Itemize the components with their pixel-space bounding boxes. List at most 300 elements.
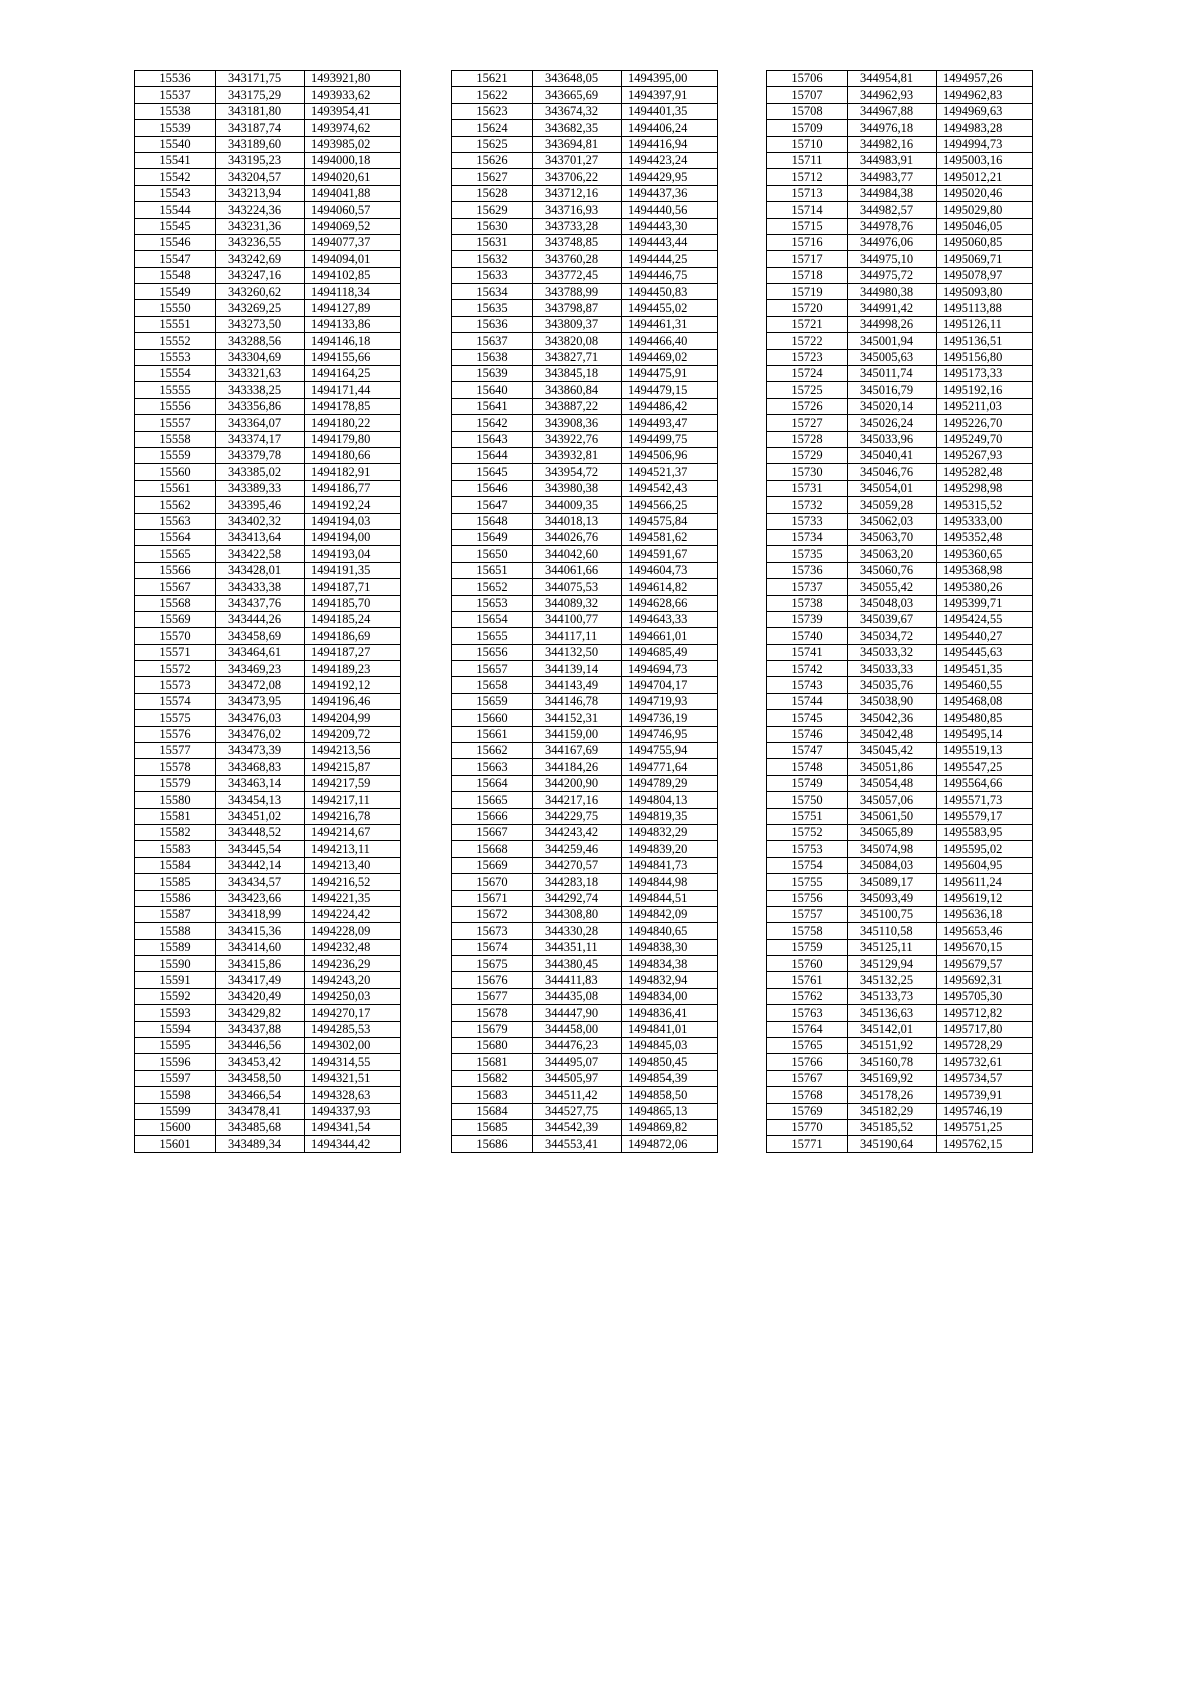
y-coordinate-cell: 1494196,46 xyxy=(305,693,401,709)
x-coordinate-cell: 343418,99 xyxy=(216,906,305,922)
x-coordinate-cell: 345033,33 xyxy=(848,661,937,677)
y-coordinate-cell: 1494232,48 xyxy=(305,939,401,955)
point-number-cell: 15547 xyxy=(135,251,216,267)
point-number-cell: 15562 xyxy=(135,497,216,513)
y-coordinate-cell: 1494337,93 xyxy=(305,1103,401,1119)
y-coordinate-cell: 1494581,62 xyxy=(622,529,718,545)
table-row xyxy=(135,1005,401,1021)
point-number-cell: 15550 xyxy=(135,300,216,316)
y-coordinate-cell: 1494321,51 xyxy=(305,1070,401,1086)
y-coordinate-cell: 1494192,12 xyxy=(305,677,401,693)
x-coordinate-cell: 343417,49 xyxy=(216,972,305,988)
y-coordinate-cell: 1493954,41 xyxy=(305,103,401,119)
point-number-cell: 15730 xyxy=(767,464,848,480)
y-coordinate-cell: 1494842,09 xyxy=(622,906,718,922)
table-row xyxy=(767,1120,1033,1136)
point-number-cell: 15590 xyxy=(135,956,216,972)
x-coordinate-cell: 344991,42 xyxy=(848,300,937,316)
table-row xyxy=(452,464,718,480)
table-row xyxy=(135,759,401,775)
x-coordinate-cell: 343887,22 xyxy=(533,398,622,414)
table-row xyxy=(452,874,718,890)
y-coordinate-cell: 1494180,22 xyxy=(305,415,401,431)
point-number-cell: 15570 xyxy=(135,628,216,644)
table-row xyxy=(767,890,1033,906)
point-number-cell: 15756 xyxy=(767,890,848,906)
point-number-cell: 15561 xyxy=(135,480,216,496)
y-coordinate-cell: 1494479,15 xyxy=(622,382,718,398)
x-coordinate-cell: 343364,07 xyxy=(216,415,305,431)
y-coordinate-cell: 1493985,02 xyxy=(305,136,401,152)
y-coordinate-cell: 1494186,69 xyxy=(305,628,401,644)
point-number-cell: 15720 xyxy=(767,300,848,316)
x-coordinate-cell: 344292,74 xyxy=(533,890,622,906)
coordinates-table-3 xyxy=(766,70,1033,1153)
table-row xyxy=(452,267,718,283)
y-coordinate-cell: 1494521,37 xyxy=(622,464,718,480)
table-row xyxy=(452,595,718,611)
x-coordinate-cell: 343414,60 xyxy=(216,939,305,955)
x-coordinate-cell: 344200,90 xyxy=(533,775,622,791)
y-coordinate-cell: 1494250,03 xyxy=(305,988,401,1004)
x-coordinate-cell: 344983,77 xyxy=(848,169,937,185)
table-row xyxy=(135,1021,401,1037)
x-coordinate-cell: 345045,42 xyxy=(848,743,937,759)
table-row xyxy=(135,792,401,808)
x-coordinate-cell: 345062,03 xyxy=(848,513,937,529)
table-row xyxy=(767,349,1033,365)
y-coordinate-cell: 1495046,05 xyxy=(937,218,1033,234)
table-row xyxy=(767,316,1033,332)
y-coordinate-cell: 1494041,88 xyxy=(305,185,401,201)
point-number-cell: 15635 xyxy=(452,300,533,316)
y-coordinate-cell: 1494838,30 xyxy=(622,939,718,955)
x-coordinate-cell: 343429,82 xyxy=(216,1005,305,1021)
y-coordinate-cell: 1494127,89 xyxy=(305,300,401,316)
y-coordinate-cell: 1495315,52 xyxy=(937,497,1033,513)
table-row xyxy=(135,316,401,332)
point-number-cell: 15670 xyxy=(452,874,533,890)
y-coordinate-cell: 1494486,42 xyxy=(622,398,718,414)
y-coordinate-cell: 1495126,11 xyxy=(937,316,1033,332)
y-coordinate-cell: 1494450,83 xyxy=(622,284,718,300)
y-coordinate-cell: 1495440,27 xyxy=(937,628,1033,644)
point-number-cell: 15542 xyxy=(135,169,216,185)
table-row xyxy=(452,1120,718,1136)
point-number-cell: 15657 xyxy=(452,661,533,677)
y-coordinate-cell: 1494077,37 xyxy=(305,234,401,250)
point-number-cell: 15569 xyxy=(135,611,216,627)
table-row xyxy=(767,611,1033,627)
x-coordinate-cell: 345151,92 xyxy=(848,1038,937,1054)
y-coordinate-cell: 1494209,72 xyxy=(305,726,401,742)
x-coordinate-cell: 344117,11 xyxy=(533,628,622,644)
x-coordinate-cell: 343444,26 xyxy=(216,611,305,627)
table-row xyxy=(767,726,1033,742)
y-coordinate-cell: 1494789,29 xyxy=(622,775,718,791)
x-coordinate-cell: 344954,81 xyxy=(848,71,937,87)
y-coordinate-cell: 1495732,61 xyxy=(937,1054,1033,1070)
x-coordinate-cell: 343451,02 xyxy=(216,808,305,824)
y-coordinate-cell: 1494719,93 xyxy=(622,693,718,709)
x-coordinate-cell: 343489,34 xyxy=(216,1136,305,1152)
y-coordinate-cell: 1494118,34 xyxy=(305,284,401,300)
y-coordinate-cell: 1495399,71 xyxy=(937,595,1033,611)
y-coordinate-cell: 1495653,46 xyxy=(937,923,1033,939)
y-coordinate-cell: 1494850,45 xyxy=(622,1054,718,1070)
table-row xyxy=(135,677,401,693)
y-coordinate-cell: 1495746,19 xyxy=(937,1103,1033,1119)
y-coordinate-cell: 1494224,42 xyxy=(305,906,401,922)
x-coordinate-cell: 344984,38 xyxy=(848,185,937,201)
x-coordinate-cell: 343820,08 xyxy=(533,333,622,349)
x-coordinate-cell: 345074,98 xyxy=(848,841,937,857)
point-number-cell: 15714 xyxy=(767,202,848,218)
table-row xyxy=(135,562,401,578)
table-row xyxy=(135,726,401,742)
point-number-cell: 15638 xyxy=(452,349,533,365)
point-number-cell: 15681 xyxy=(452,1054,533,1070)
table-row xyxy=(767,87,1033,103)
y-coordinate-cell: 1494192,24 xyxy=(305,497,401,513)
table-row xyxy=(135,349,401,365)
point-number-cell: 15660 xyxy=(452,710,533,726)
table-row xyxy=(452,775,718,791)
y-coordinate-cell: 1494423,24 xyxy=(622,152,718,168)
y-coordinate-cell: 1494591,67 xyxy=(622,546,718,562)
y-coordinate-cell: 1495712,82 xyxy=(937,1005,1033,1021)
y-coordinate-cell: 1494704,17 xyxy=(622,677,718,693)
point-number-cell: 15567 xyxy=(135,579,216,595)
x-coordinate-cell: 344009,35 xyxy=(533,497,622,513)
point-number-cell: 15661 xyxy=(452,726,533,742)
point-number-cell: 15583 xyxy=(135,841,216,857)
table-row xyxy=(767,1103,1033,1119)
point-number-cell: 15536 xyxy=(135,71,216,87)
y-coordinate-cell: 1495611,24 xyxy=(937,874,1033,890)
x-coordinate-cell: 344146,78 xyxy=(533,693,622,709)
table-row xyxy=(767,874,1033,890)
table-row xyxy=(767,415,1033,431)
point-number-cell: 15649 xyxy=(452,529,533,545)
y-coordinate-cell: 1494395,00 xyxy=(622,71,718,87)
point-number-cell: 15716 xyxy=(767,234,848,250)
x-coordinate-cell: 345054,48 xyxy=(848,775,937,791)
point-number-cell: 15761 xyxy=(767,972,848,988)
x-coordinate-cell: 345051,86 xyxy=(848,759,937,775)
table-row xyxy=(452,152,718,168)
y-coordinate-cell: 1494962,83 xyxy=(937,87,1033,103)
point-number-cell: 15566 xyxy=(135,562,216,578)
point-number-cell: 15600 xyxy=(135,1120,216,1136)
y-coordinate-cell: 1495113,88 xyxy=(937,300,1033,316)
table-row xyxy=(452,284,718,300)
y-coordinate-cell: 1494314,55 xyxy=(305,1054,401,1070)
point-number-cell: 15717 xyxy=(767,251,848,267)
y-coordinate-cell: 1494832,29 xyxy=(622,824,718,840)
table-row xyxy=(452,726,718,742)
point-number-cell: 15760 xyxy=(767,956,848,972)
point-number-cell: 15623 xyxy=(452,103,533,119)
table-row xyxy=(767,382,1033,398)
x-coordinate-cell: 344139,14 xyxy=(533,661,622,677)
table-row xyxy=(452,661,718,677)
x-coordinate-cell: 344980,38 xyxy=(848,284,937,300)
x-coordinate-cell: 344976,06 xyxy=(848,234,937,250)
table-row xyxy=(452,103,718,119)
x-coordinate-cell: 345016,79 xyxy=(848,382,937,398)
table-row xyxy=(135,234,401,250)
x-coordinate-cell: 345046,76 xyxy=(848,464,937,480)
point-number-cell: 15559 xyxy=(135,447,216,463)
table-row xyxy=(452,1070,718,1086)
table-row xyxy=(452,677,718,693)
y-coordinate-cell: 1495670,15 xyxy=(937,939,1033,955)
table-row xyxy=(452,382,718,398)
y-coordinate-cell: 1494341,54 xyxy=(305,1120,401,1136)
y-coordinate-cell: 1494865,13 xyxy=(622,1103,718,1119)
y-coordinate-cell: 1495368,98 xyxy=(937,562,1033,578)
table-row xyxy=(135,480,401,496)
table-row xyxy=(135,529,401,545)
point-number-cell: 15637 xyxy=(452,333,533,349)
y-coordinate-cell: 1495728,29 xyxy=(937,1038,1033,1054)
table-row xyxy=(452,1005,718,1021)
table-row xyxy=(767,743,1033,759)
x-coordinate-cell: 343273,50 xyxy=(216,316,305,332)
y-coordinate-cell: 1495003,16 xyxy=(937,152,1033,168)
point-number-cell: 15736 xyxy=(767,562,848,578)
y-coordinate-cell: 1494872,06 xyxy=(622,1136,718,1152)
x-coordinate-cell: 344495,07 xyxy=(533,1054,622,1070)
y-coordinate-cell: 1494094,01 xyxy=(305,251,401,267)
table-row xyxy=(767,857,1033,873)
point-number-cell: 15563 xyxy=(135,513,216,529)
x-coordinate-cell: 343748,85 xyxy=(533,234,622,250)
table-row xyxy=(452,759,718,775)
y-coordinate-cell: 1494182,91 xyxy=(305,464,401,480)
point-number-cell: 15578 xyxy=(135,759,216,775)
x-coordinate-cell: 343395,46 xyxy=(216,497,305,513)
y-coordinate-cell: 1494193,04 xyxy=(305,546,401,562)
x-coordinate-cell: 345059,28 xyxy=(848,497,937,513)
table-row xyxy=(767,136,1033,152)
table-row xyxy=(452,1038,718,1054)
table-row xyxy=(135,103,401,119)
x-coordinate-cell: 344511,42 xyxy=(533,1087,622,1103)
table-row xyxy=(135,497,401,513)
x-coordinate-cell: 343674,32 xyxy=(533,103,622,119)
x-coordinate-cell: 343448,52 xyxy=(216,824,305,840)
y-coordinate-cell: 1494443,30 xyxy=(622,218,718,234)
x-coordinate-cell: 344998,26 xyxy=(848,316,937,332)
table-row xyxy=(135,87,401,103)
x-coordinate-cell: 343458,50 xyxy=(216,1070,305,1086)
y-coordinate-cell: 1494285,53 xyxy=(305,1021,401,1037)
point-number-cell: 15735 xyxy=(767,546,848,562)
y-coordinate-cell: 1494179,80 xyxy=(305,431,401,447)
y-coordinate-cell: 1495424,55 xyxy=(937,611,1033,627)
y-coordinate-cell: 1494133,86 xyxy=(305,316,401,332)
y-coordinate-cell: 1495380,26 xyxy=(937,579,1033,595)
table-row xyxy=(767,366,1033,382)
x-coordinate-cell: 343288,56 xyxy=(216,333,305,349)
y-coordinate-cell: 1494446,75 xyxy=(622,267,718,283)
point-number-cell: 15651 xyxy=(452,562,533,578)
x-coordinate-cell: 345020,14 xyxy=(848,398,937,414)
point-number-cell: 15572 xyxy=(135,661,216,677)
y-coordinate-cell: 1495020,46 xyxy=(937,185,1033,201)
table-row xyxy=(767,628,1033,644)
table-row xyxy=(135,923,401,939)
x-coordinate-cell: 343434,57 xyxy=(216,874,305,890)
y-coordinate-cell: 1495692,31 xyxy=(937,972,1033,988)
y-coordinate-cell: 1494416,94 xyxy=(622,136,718,152)
point-number-cell: 15643 xyxy=(452,431,533,447)
x-coordinate-cell: 343694,81 xyxy=(533,136,622,152)
y-coordinate-cell: 1495069,71 xyxy=(937,251,1033,267)
table-row xyxy=(767,529,1033,545)
y-coordinate-cell: 1494406,24 xyxy=(622,120,718,136)
point-number-cell: 15548 xyxy=(135,267,216,283)
y-coordinate-cell: 1495717,80 xyxy=(937,1021,1033,1037)
point-number-cell: 15666 xyxy=(452,808,533,824)
table-row xyxy=(767,513,1033,529)
y-coordinate-cell: 1494437,36 xyxy=(622,185,718,201)
y-coordinate-cell: 1494499,75 xyxy=(622,431,718,447)
table-row xyxy=(452,743,718,759)
table-row xyxy=(135,398,401,414)
point-number-cell: 15650 xyxy=(452,546,533,562)
table-row xyxy=(452,71,718,87)
table-row xyxy=(767,431,1033,447)
x-coordinate-cell: 343701,27 xyxy=(533,152,622,168)
coordinates-column-2 xyxy=(451,70,718,1153)
table-row xyxy=(452,906,718,922)
point-number-cell: 15764 xyxy=(767,1021,848,1037)
y-coordinate-cell: 1494771,64 xyxy=(622,759,718,775)
coordinates-column-1 xyxy=(134,70,401,1153)
table-row xyxy=(767,185,1033,201)
table-row xyxy=(767,693,1033,709)
y-coordinate-cell: 1494204,99 xyxy=(305,710,401,726)
y-coordinate-cell: 1495060,85 xyxy=(937,234,1033,250)
table-row xyxy=(135,300,401,316)
point-number-cell: 15769 xyxy=(767,1103,848,1119)
point-number-cell: 15574 xyxy=(135,693,216,709)
point-number-cell: 15641 xyxy=(452,398,533,414)
point-number-cell: 15558 xyxy=(135,431,216,447)
point-number-cell: 15737 xyxy=(767,579,848,595)
x-coordinate-cell: 343175,29 xyxy=(216,87,305,103)
point-number-cell: 15729 xyxy=(767,447,848,463)
table-row xyxy=(452,415,718,431)
x-coordinate-cell: 343269,25 xyxy=(216,300,305,316)
table-row xyxy=(452,447,718,463)
table-row xyxy=(767,447,1033,463)
point-number-cell: 15573 xyxy=(135,677,216,693)
x-coordinate-cell: 344152,31 xyxy=(533,710,622,726)
y-coordinate-cell: 1495093,80 xyxy=(937,284,1033,300)
point-number-cell: 15656 xyxy=(452,644,533,660)
y-coordinate-cell: 1493933,62 xyxy=(305,87,401,103)
table-row xyxy=(135,628,401,644)
table-row xyxy=(767,677,1033,693)
y-coordinate-cell: 1494746,95 xyxy=(622,726,718,742)
x-coordinate-cell: 343772,45 xyxy=(533,267,622,283)
point-number-cell: 15747 xyxy=(767,743,848,759)
y-coordinate-cell: 1493921,80 xyxy=(305,71,401,87)
point-number-cell: 15754 xyxy=(767,857,848,873)
table-row xyxy=(767,300,1033,316)
x-coordinate-cell: 343468,83 xyxy=(216,759,305,775)
table-row xyxy=(452,546,718,562)
table-row xyxy=(135,644,401,660)
table-row xyxy=(767,1021,1033,1037)
table-row xyxy=(135,611,401,627)
x-coordinate-cell: 345160,78 xyxy=(848,1054,937,1070)
table-row xyxy=(135,1087,401,1103)
point-number-cell: 15636 xyxy=(452,316,533,332)
table-row xyxy=(135,1120,401,1136)
y-coordinate-cell: 1495226,70 xyxy=(937,415,1033,431)
point-number-cell: 15676 xyxy=(452,972,533,988)
point-number-cell: 15686 xyxy=(452,1136,533,1152)
point-number-cell: 15668 xyxy=(452,841,533,857)
point-number-cell: 15537 xyxy=(135,87,216,103)
x-coordinate-cell: 343682,35 xyxy=(533,120,622,136)
x-coordinate-cell: 343476,03 xyxy=(216,710,305,726)
table-row xyxy=(135,1136,401,1152)
table-row xyxy=(767,956,1033,972)
point-number-cell: 15658 xyxy=(452,677,533,693)
y-coordinate-cell: 1494461,31 xyxy=(622,316,718,332)
point-number-cell: 15586 xyxy=(135,890,216,906)
x-coordinate-cell: 345038,90 xyxy=(848,693,937,709)
point-number-cell: 15671 xyxy=(452,890,533,906)
y-coordinate-cell: 1494614,82 xyxy=(622,579,718,595)
x-coordinate-cell: 344089,32 xyxy=(533,595,622,611)
y-coordinate-cell: 1494164,25 xyxy=(305,366,401,382)
y-coordinate-cell: 1495564,66 xyxy=(937,775,1033,791)
table-row xyxy=(452,628,718,644)
point-number-cell: 15592 xyxy=(135,988,216,1004)
point-number-cell: 15685 xyxy=(452,1120,533,1136)
point-number-cell: 15591 xyxy=(135,972,216,988)
y-coordinate-cell: 1495679,57 xyxy=(937,956,1033,972)
table-row xyxy=(767,497,1033,513)
x-coordinate-cell: 343171,75 xyxy=(216,71,305,87)
point-number-cell: 15755 xyxy=(767,874,848,890)
point-number-cell: 15740 xyxy=(767,628,848,644)
point-number-cell: 15546 xyxy=(135,234,216,250)
y-coordinate-cell: 1494819,35 xyxy=(622,808,718,824)
point-number-cell: 15552 xyxy=(135,333,216,349)
table-row xyxy=(135,824,401,840)
point-number-cell: 15581 xyxy=(135,808,216,824)
point-number-cell: 15628 xyxy=(452,185,533,201)
point-number-cell: 15667 xyxy=(452,824,533,840)
x-coordinate-cell: 345033,96 xyxy=(848,431,937,447)
y-coordinate-cell: 1494213,11 xyxy=(305,841,401,857)
y-coordinate-cell: 1495029,80 xyxy=(937,202,1033,218)
x-coordinate-cell: 344351,11 xyxy=(533,939,622,955)
table-row xyxy=(767,218,1033,234)
table-row xyxy=(767,267,1033,283)
x-coordinate-cell: 343446,56 xyxy=(216,1038,305,1054)
table-row xyxy=(767,1038,1033,1054)
x-coordinate-cell: 345033,32 xyxy=(848,644,937,660)
